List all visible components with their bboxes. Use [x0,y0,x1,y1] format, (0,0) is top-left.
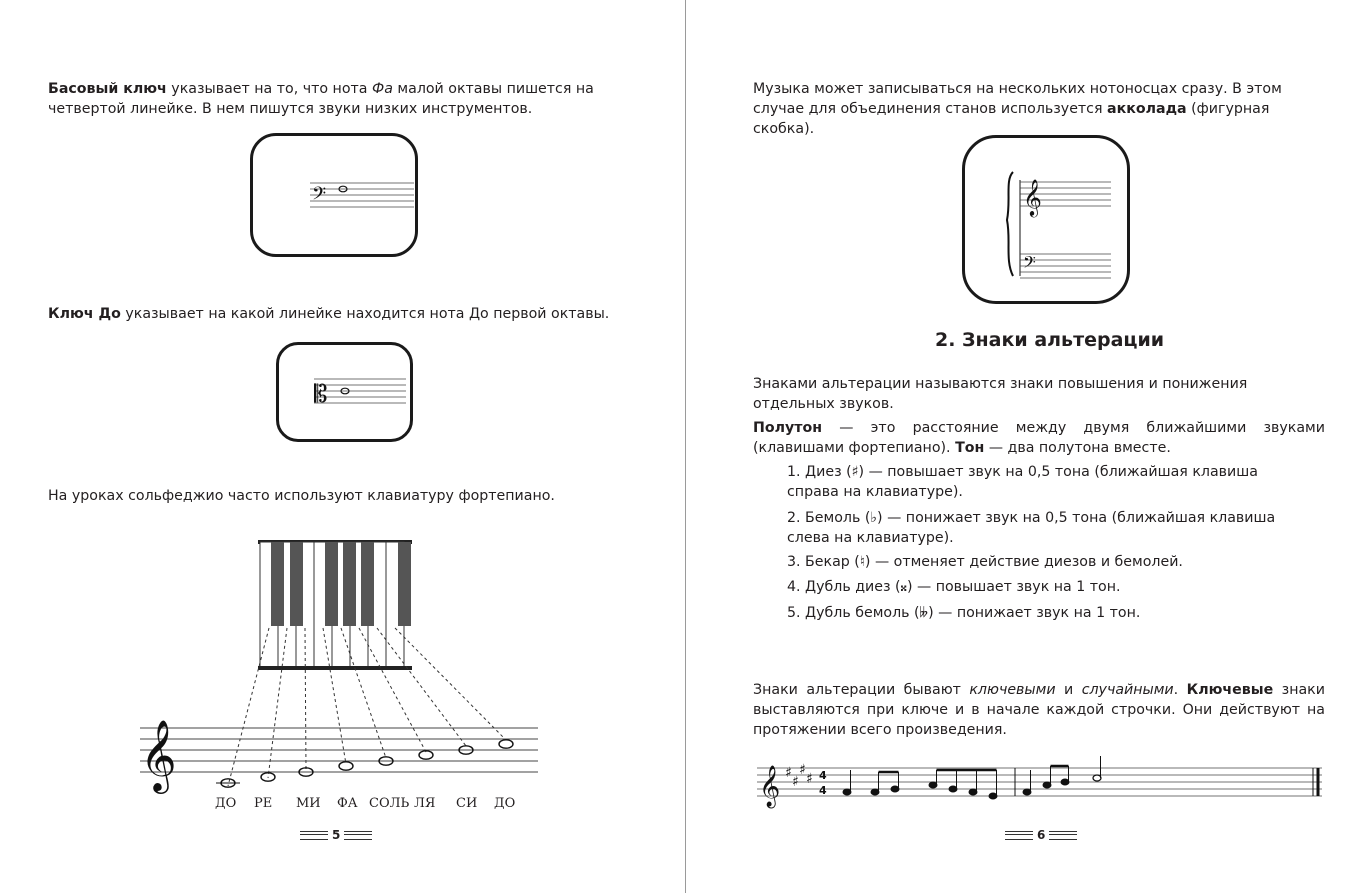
c-clef-staff [314,376,414,412]
semitone-paragraph [753,418,1325,458]
bass-clef-staff [310,180,420,220]
grand-staff [1003,170,1123,280]
key-term: Ключевые [1186,682,1274,698]
tone-term: Тон [955,440,985,456]
page-number: 5 [332,828,341,842]
svg-text:4: 4 [819,769,827,782]
text-italic: случайными [1081,682,1174,698]
text: знаки выставляются при ключе и в начале каждой строчки. Они действуют на протяжении всего произведения. [753,682,1325,738]
page-number: 6 [1037,828,1046,842]
note-la [419,751,433,759]
treble-clef-icon: 𝄞 [140,718,177,791]
note-label: РЕ [254,796,273,811]
intro-paragraph: Знаками альтерации называются знаки повышения и понижения отдельных звуков. [753,376,1248,412]
ornament [1049,831,1077,840]
bass-clef-icon: 𝄢 [312,184,327,209]
bass-clef-term: Басовый ключ [48,81,167,97]
ornament [344,831,372,840]
list-item: 4. Дубль диез (𝄪) — повышает звук на 1 тон. [787,579,1121,595]
page-number-left [300,828,372,842]
c-clef-paragraph [48,304,623,324]
semitone-text: — это расстояние между двумя ближайшими звуками (клавишами фортепиано). [753,420,1325,456]
note-label: ДО [215,796,237,811]
treble-clef-icon: 𝄞 [1023,178,1042,216]
treble-clef-icon: 𝄞 [759,766,781,807]
text: Знаки альтерации бывают [753,682,970,698]
ornament [1005,831,1033,840]
page-divider [685,0,686,893]
note-label: СИ [456,796,478,811]
accolade-term: акколада [1107,101,1187,117]
key-signatures-paragraph [753,680,1325,740]
bass-clef-paragraph [48,79,623,119]
note-do2 [499,740,513,748]
piano-paragraph: На уроках сольфеджио часто используют клавиатуру фортепиано. [48,488,555,504]
c-clef-text: указывает на какой линейке находится нота До первой октавы. [120,306,610,322]
list-item: 1. Диез (♯) — повышает звук на 0,5 тона (ближайшая клавиша справа на клавиатуре). [787,464,1258,500]
key-signature [785,762,813,790]
text-italic: ключевыми [969,682,1056,698]
c-clef-term: Ключ До [48,306,121,322]
svg-text:♯: ♯ [799,762,806,778]
note-label: ДО [494,796,516,811]
tone-text: — два полутона вместе. [984,440,1171,456]
svg-text:4: 4 [819,784,827,797]
accolade-text-2: (фигурная скобка). [753,101,1270,137]
bass-clef-text: указывает на то, что нота [166,81,372,97]
page-number-right [1005,828,1077,842]
accolade-paragraph [753,79,1325,139]
semitone-term: Полутон [753,420,823,436]
list-item: 3. Бекар (♮) — отменяет действие диезов и бемолей. [787,554,1183,570]
section-heading: 2. Знаки альтерации [935,329,1165,351]
note-label: СОЛЬ [369,796,410,811]
time-signature [819,769,827,797]
note-fa [339,762,353,770]
ornament [300,831,328,840]
svg-text:♯: ♯ [806,771,813,787]
svg-text:♯: ♯ [785,765,792,781]
bass-clef-icon: 𝄢 [1023,252,1036,276]
list-item: 5. Дубль бемоль (𝄫) — понижает звук на 1 тон. [787,605,1141,621]
text: и [1055,682,1082,698]
text: . [1173,682,1187,698]
c-clef-icon: 𝄡 [314,380,328,408]
brace-icon [1007,172,1013,276]
note-label: МИ [296,796,321,811]
note-label: ФА [337,796,358,811]
music-example [757,760,1327,810]
bass-clef-note: Фа [371,81,393,97]
bass-clef-text-2: малой октавы пишется на четвертой линейке. В нем пишутся звуки низких инструментов. [48,81,594,117]
list-item: 2. Бемоль (♭) — понижает звук на 0,5 тона (ближайшая клавиша слева на клавиатуре). [787,510,1276,546]
keyboard-diagram [130,538,550,813]
svg-text:♯: ♯ [792,774,799,790]
note-label: ЛЯ [414,796,436,811]
accolade-text: Музыка может записываться на нескольких нотоносцах сразу. В этом случае для объединения станов используется [753,81,1282,117]
